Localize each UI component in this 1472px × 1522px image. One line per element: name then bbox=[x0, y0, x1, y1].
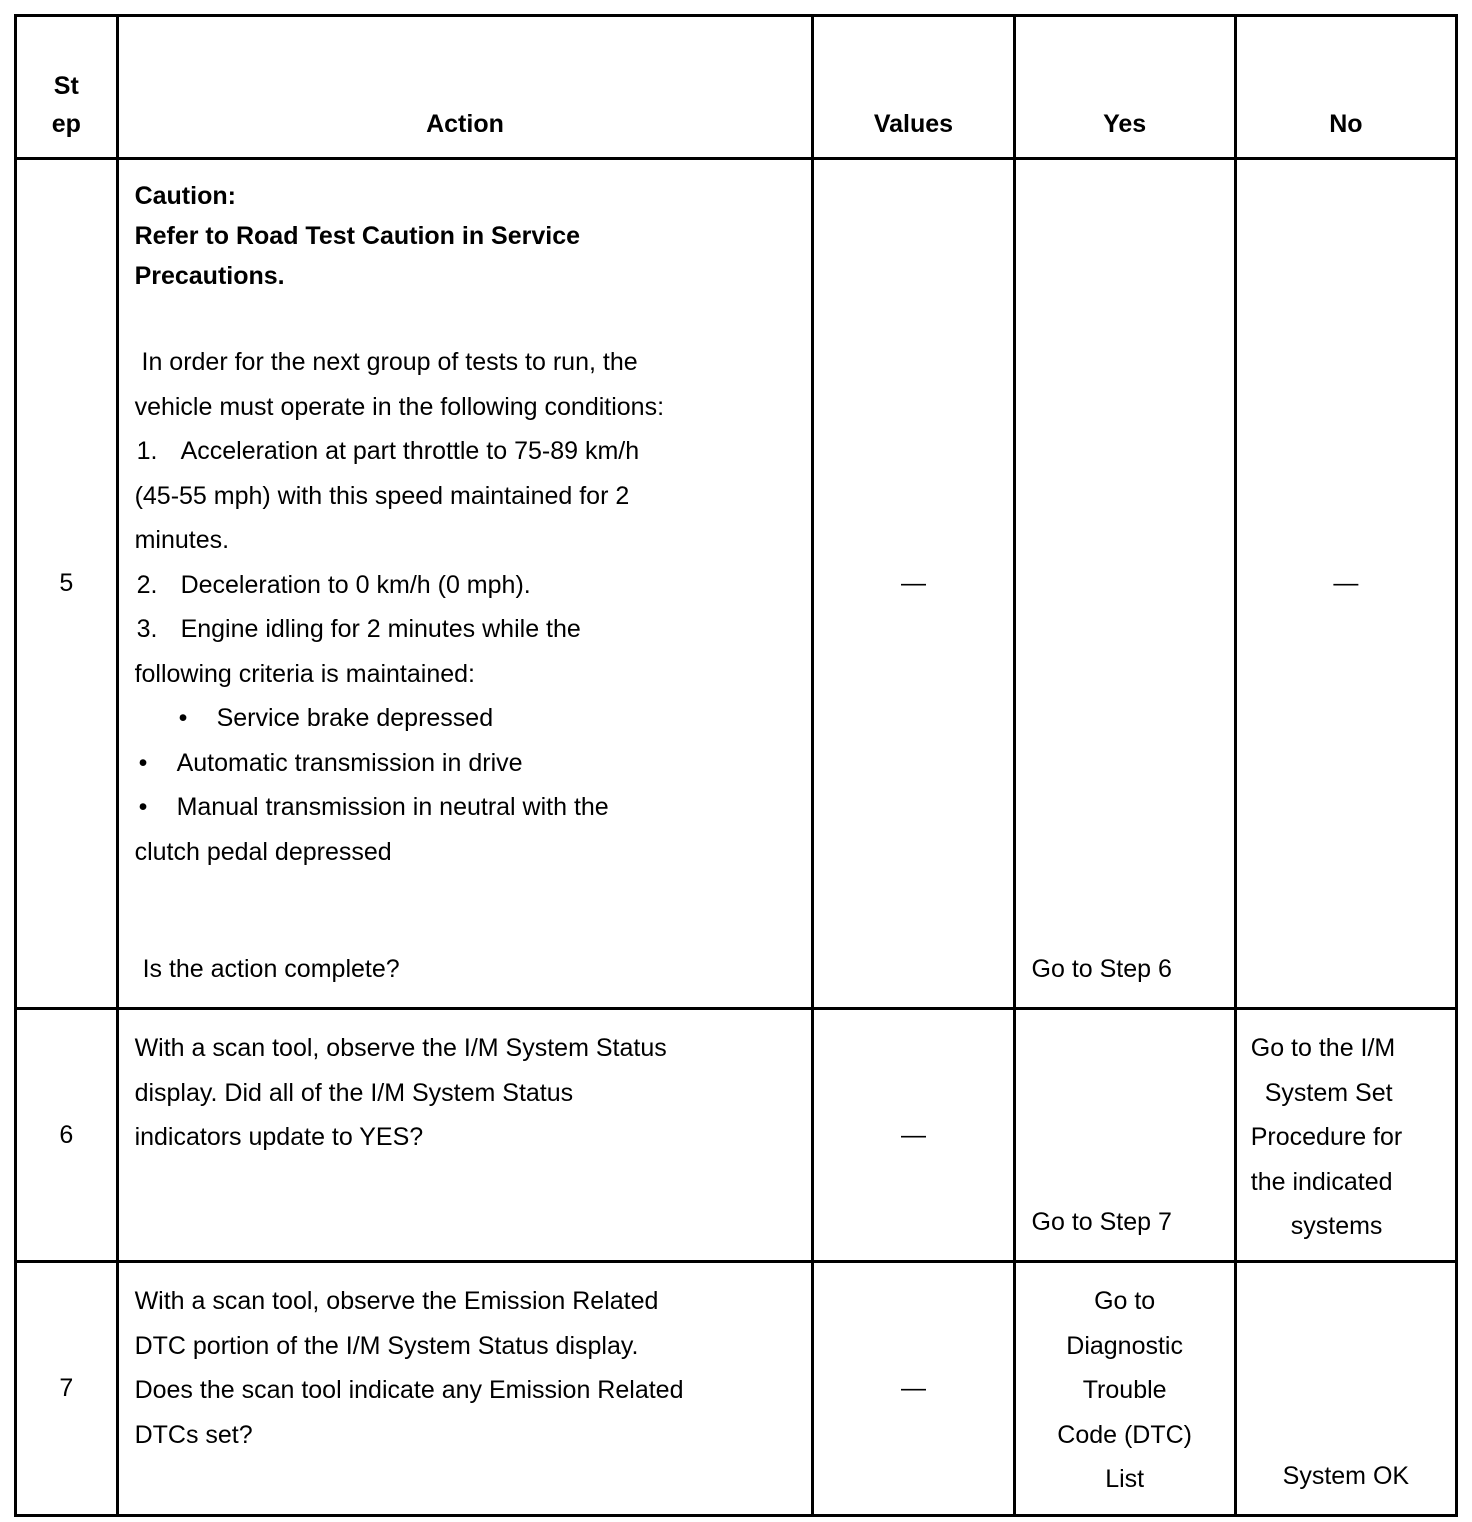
values-cell: — bbox=[813, 159, 1014, 1009]
bullet-text: Service brake depressed bbox=[216, 704, 494, 732]
yes-cell bbox=[1014, 159, 1235, 1009]
bullet-item bbox=[135, 741, 796, 786]
bullet-text: Manual transmission in neutral with the bbox=[176, 793, 609, 821]
action-line: Does the scan tool indicate any Emission Related bbox=[134, 1376, 684, 1404]
header-yes: Yes bbox=[1014, 16, 1235, 159]
list-text: minutes. bbox=[134, 526, 230, 554]
list-number: 2. bbox=[136, 570, 158, 599]
action-cell bbox=[117, 1009, 813, 1262]
no-cell bbox=[1235, 1009, 1456, 1262]
bullet-item bbox=[135, 696, 796, 741]
list-text: (45-55 mph) with this speed maintained for 2 bbox=[134, 481, 630, 510]
list-text: Engine idling for 2 minutes while the bbox=[180, 615, 581, 643]
yes-line: Code (DTC) bbox=[1057, 1420, 1193, 1449]
bullet-icon: • bbox=[138, 793, 148, 821]
action-line: indicators update to YES? bbox=[134, 1123, 424, 1151]
yes-line: Diagnostic bbox=[1066, 1331, 1183, 1360]
list-item bbox=[135, 429, 796, 474]
list-item bbox=[135, 563, 796, 608]
yes-cell bbox=[1014, 1009, 1235, 1262]
diagnostic-table bbox=[14, 14, 1458, 1517]
action-line: With a scan tool, observe the Emission Related bbox=[134, 1287, 659, 1315]
bullet-icon: • bbox=[138, 748, 148, 777]
yes-line: Go to bbox=[1094, 1287, 1156, 1315]
table-row bbox=[16, 1009, 1457, 1262]
header-step-line1: St bbox=[53, 72, 79, 100]
no-text bbox=[1237, 1010, 1455, 1249]
table-row bbox=[16, 1262, 1457, 1516]
action-cell bbox=[117, 1262, 813, 1516]
list-number: 1. bbox=[136, 437, 158, 465]
list-text: Acceleration at part throttle to 75-89 km/h bbox=[180, 437, 640, 465]
bullet-item bbox=[135, 785, 796, 830]
no-line: systems bbox=[1290, 1212, 1383, 1240]
intro-line: vehicle must operate in the following conditions: bbox=[134, 392, 665, 421]
no-line: System Set bbox=[1264, 1078, 1393, 1107]
table-row bbox=[16, 159, 1457, 1009]
action-cell bbox=[117, 159, 813, 1009]
header-no: No bbox=[1235, 16, 1456, 159]
action-line: DTCs set? bbox=[134, 1420, 253, 1449]
yes-text bbox=[1016, 1263, 1234, 1502]
action-question: Is the action complete? bbox=[142, 954, 400, 983]
header-action: Action bbox=[117, 16, 813, 159]
step-number: 6 bbox=[16, 1009, 118, 1262]
no-line: the indicated bbox=[1250, 1167, 1393, 1196]
header-step bbox=[16, 16, 118, 159]
values-cell: — bbox=[813, 1262, 1014, 1516]
bullet-text: clutch pedal depressed bbox=[134, 837, 392, 866]
yes-text: Go to Step 7 bbox=[1031, 1207, 1172, 1236]
header-row bbox=[16, 16, 1457, 159]
no-cell bbox=[1235, 1262, 1456, 1516]
yes-cell bbox=[1014, 1262, 1235, 1516]
caution-text-line: Refer to Road Test Caution in Service bbox=[134, 222, 581, 250]
yes-line: List bbox=[1105, 1465, 1145, 1493]
yes-line: Trouble bbox=[1082, 1376, 1167, 1404]
no-line: Go to the I/M bbox=[1250, 1034, 1396, 1062]
action-line: DTC portion of the I/M System Status display. bbox=[134, 1331, 639, 1360]
no-cell: — bbox=[1235, 159, 1456, 1009]
list-text: Deceleration to 0 km/h (0 mph). bbox=[180, 570, 531, 599]
step-number: 5 bbox=[16, 159, 118, 1009]
caution-title: Caution: bbox=[134, 182, 236, 210]
bullet-icon: • bbox=[178, 704, 188, 732]
list-text: following criteria is maintained: bbox=[134, 659, 475, 688]
list-item bbox=[135, 607, 796, 652]
header-values: Values bbox=[813, 16, 1014, 159]
values-cell: — bbox=[813, 1009, 1014, 1262]
yes-text: Go to Step 6 bbox=[1031, 954, 1172, 983]
header-step-line2: ep bbox=[51, 110, 81, 138]
no-text: System OK bbox=[1282, 1461, 1410, 1490]
action-line: With a scan tool, observe the I/M System Status bbox=[134, 1034, 667, 1062]
bullet-text: Automatic transmission in drive bbox=[176, 748, 523, 777]
intro-line: In order for the next group of tests to run, the bbox=[134, 348, 638, 376]
caution-text-line: Precautions. bbox=[134, 262, 285, 290]
list-number: 3. bbox=[136, 615, 158, 643]
no-line: Procedure for bbox=[1250, 1123, 1403, 1151]
step-number: 7 bbox=[16, 1262, 118, 1516]
action-line: display. Did all of the I/M System Status bbox=[134, 1078, 574, 1107]
